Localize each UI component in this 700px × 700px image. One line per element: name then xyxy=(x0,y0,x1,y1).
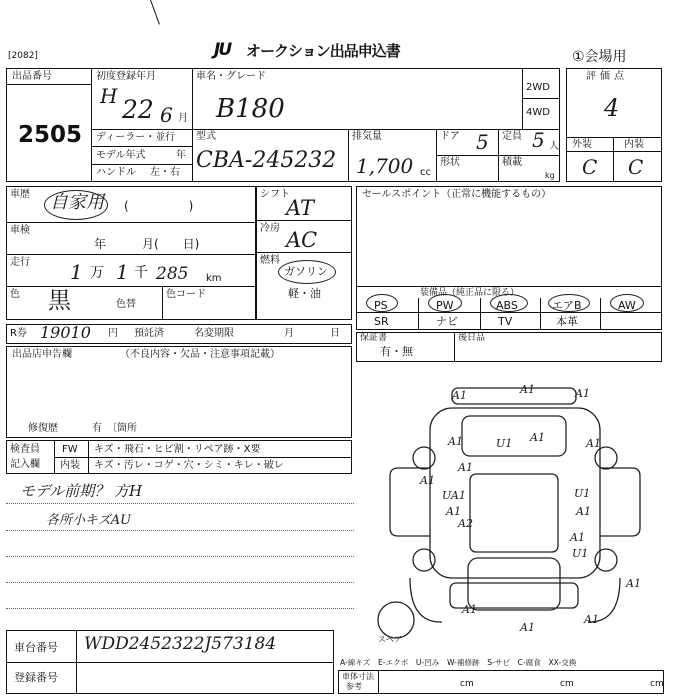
color-label: 色 xyxy=(10,289,20,300)
score-value: 4 xyxy=(604,94,620,122)
note-line-2: 各所小キズAU xyxy=(46,513,132,528)
form-title: オークション出品申込書 xyxy=(246,42,400,60)
grade-box xyxy=(566,68,662,182)
warranty-label: 保証書 xyxy=(360,333,388,343)
damage-mark: A1 xyxy=(626,577,641,590)
repair-value: 有 〔箇所 xyxy=(92,423,137,434)
damage-mark: A1 xyxy=(448,435,463,448)
cc-unit: cc xyxy=(420,167,431,178)
reg-month-value: 6 xyxy=(160,103,173,127)
color-change-label: 色替 xyxy=(116,299,136,310)
door-count: 5 xyxy=(476,130,489,154)
declaration-sub: （不良内容・欠品・注意事項記載） xyxy=(120,349,280,360)
exterior-grade: C xyxy=(582,155,598,179)
damage-mark: A1 xyxy=(462,603,477,616)
repair-label: 修復歴 xyxy=(28,423,58,434)
fuel-gas: ガソリン xyxy=(284,265,328,278)
shift-value: AT xyxy=(286,196,315,220)
lot-no: 2505 xyxy=(18,122,83,148)
fuel-diesel: 軽・油 xyxy=(288,287,321,300)
car-damage-diagram xyxy=(370,378,666,644)
name-change-label: 名変期限 xyxy=(194,328,234,339)
kg-unit: kg xyxy=(545,171,555,180)
damage-legend: A-線キズ E-エクボ U-凹み W-補修跡 S-サビ C-腐食 XX-交換 xyxy=(340,658,577,667)
damage-mark: A1 xyxy=(530,431,545,444)
equip-leather: 本革 xyxy=(556,315,578,328)
damage-mark: A1 xyxy=(420,474,435,487)
displacement-value: 1,700 xyxy=(356,154,414,178)
door-label: ドア xyxy=(440,131,460,142)
aircon-label: 冷房 xyxy=(260,223,280,234)
equip-ps: PS xyxy=(374,299,388,312)
history-label: 車歴 xyxy=(10,189,30,200)
man-unit: 万 xyxy=(90,265,104,281)
color-code-label: 色コード xyxy=(166,289,206,300)
drive-4wd: 4WD xyxy=(526,107,550,118)
later-item-label: 後日品 xyxy=(458,333,486,343)
fuel-label: 燃料 xyxy=(260,255,280,266)
recycle-unit: 円 xyxy=(108,328,118,339)
damage-mark: A1 xyxy=(520,621,535,634)
damage-mark: A1 xyxy=(570,531,585,544)
inspector-label-2: 記入欄 xyxy=(10,459,40,470)
mileage-rest: 285 xyxy=(156,264,189,284)
dims-cm-3: cm xyxy=(650,679,664,689)
reg-year-value: 22 xyxy=(122,95,154,124)
recycle-deposit: 預託済 xyxy=(134,328,164,339)
mileage-man: 1 xyxy=(70,260,83,284)
damage-mark: A1 xyxy=(452,389,467,402)
form-id: [2082] xyxy=(8,51,38,61)
damage-mark: A1 xyxy=(586,437,601,450)
chassis-number: WDD2452322J573184 xyxy=(84,634,277,654)
fw-items: キズ・飛石・ヒビ割・リペア跡・X要 xyxy=(94,444,261,455)
interior-check-label: 内装 xyxy=(60,460,80,471)
capacity-value: 5 xyxy=(532,128,545,152)
fuel-circle xyxy=(278,260,336,284)
name-change-month: 月 xyxy=(284,328,294,339)
era-value: H xyxy=(100,84,118,108)
handle-label: ハンドル xyxy=(96,167,136,178)
equipment-label: 装備品（純正品に限る） xyxy=(420,288,520,298)
damage-mark: A1 xyxy=(458,461,473,474)
capacity-label: 定員 xyxy=(502,131,522,142)
recycle-value: 19010 xyxy=(40,323,91,342)
warranty-options: 有・無 xyxy=(380,345,413,358)
note-line-1: モデル前期？ 方H xyxy=(20,482,143,500)
damage-mark: U1 xyxy=(572,547,589,560)
recycle-label: R券 xyxy=(10,328,27,339)
spare-label: スペア xyxy=(378,635,402,644)
damage-mark: A1 xyxy=(576,505,591,518)
damage-mark: A1 xyxy=(584,613,599,626)
damage-mark: A1 xyxy=(520,383,535,396)
load-label: 積載 xyxy=(502,157,522,168)
capacity-unit: 人 xyxy=(549,141,559,152)
shape-label: 形状 xyxy=(440,157,460,168)
damage-mark: U1 xyxy=(496,437,513,450)
interior-label: 内装 xyxy=(624,139,644,150)
vehicle-name: B180 xyxy=(216,94,285,124)
name-change-day: 日 xyxy=(330,328,340,339)
first-reg-label: 初度登録年月 xyxy=(96,71,156,82)
equip-navi: ナビ xyxy=(436,315,458,328)
inspection-label: 車検 xyxy=(10,225,30,236)
equip-aw: AW xyxy=(618,299,636,312)
aircon-value: AC xyxy=(286,228,318,252)
shift-label: シフト xyxy=(260,189,290,200)
interior-check-items: キズ・汚レ・コゲ・穴・シミ・キレ・破レ xyxy=(94,460,284,471)
drive-2wd: 2WD xyxy=(526,82,550,93)
color-value: 黒 xyxy=(48,288,71,314)
dims-note: 参考 xyxy=(346,682,362,691)
dims-label: 車体寸法 xyxy=(342,672,374,681)
damage-mark: A1 xyxy=(575,387,590,400)
dealer-label: ディーラー・並行 xyxy=(96,132,176,143)
equip-abs: ABS xyxy=(496,299,518,312)
history-circle xyxy=(44,190,108,220)
dimensions-row xyxy=(338,670,664,694)
sales-point-label: セールスポイント（正常に機能するもの） xyxy=(362,189,552,200)
sen-unit: 千 xyxy=(134,265,148,281)
equip-airbag: エアB xyxy=(552,299,582,312)
history-paren: ( ) xyxy=(124,199,194,213)
equip-tv: TV xyxy=(498,315,513,328)
dims-cm-2: cm xyxy=(560,679,574,689)
interior-grade: C xyxy=(628,155,644,179)
exterior-label: 外装 xyxy=(572,139,592,150)
damage-mark: A2 xyxy=(458,517,473,530)
plate-label: 登録番号 xyxy=(14,671,58,684)
lot-no-label: 出品番号 xyxy=(12,71,52,82)
fw-label: FW xyxy=(62,444,78,455)
damage-mark: A1 xyxy=(446,505,461,518)
damage-mark: U1 xyxy=(574,487,591,500)
mileage-sen: 1 xyxy=(116,260,129,284)
score-label: 評価点 xyxy=(586,71,628,82)
name-grade-label: 車名・グレード xyxy=(196,71,266,82)
km-unit: km xyxy=(206,273,222,284)
model-year-label: モデル年式 xyxy=(96,150,146,161)
equip-sr: SR xyxy=(374,315,389,328)
history-value: 自家用 xyxy=(50,192,104,213)
handle-options: 左・右 xyxy=(150,167,180,178)
mileage-label: 走行 xyxy=(10,257,30,268)
copy-label: ①会場用 xyxy=(572,49,627,65)
ju-logo: JU xyxy=(214,40,231,60)
reg-month-unit: 月 xyxy=(178,113,188,124)
chassis-label: 車台番号 xyxy=(14,641,58,654)
model-label: 型式 xyxy=(196,131,216,142)
damage-mark: UA1 xyxy=(442,489,466,502)
inspector-label-1: 検査員 xyxy=(10,444,40,455)
equip-pw: PW xyxy=(436,299,454,312)
model-code: CBA-245232 xyxy=(196,148,337,173)
declaration-label: 出品店申告欄 xyxy=(12,349,72,360)
model-year-unit: 年 xyxy=(176,150,186,161)
stray-pen-mark xyxy=(150,0,160,25)
dims-cm-1: cm xyxy=(460,679,474,689)
inspection-fields: 年 月( 日) xyxy=(94,237,200,251)
displacement-label: 排気量 xyxy=(352,131,382,142)
